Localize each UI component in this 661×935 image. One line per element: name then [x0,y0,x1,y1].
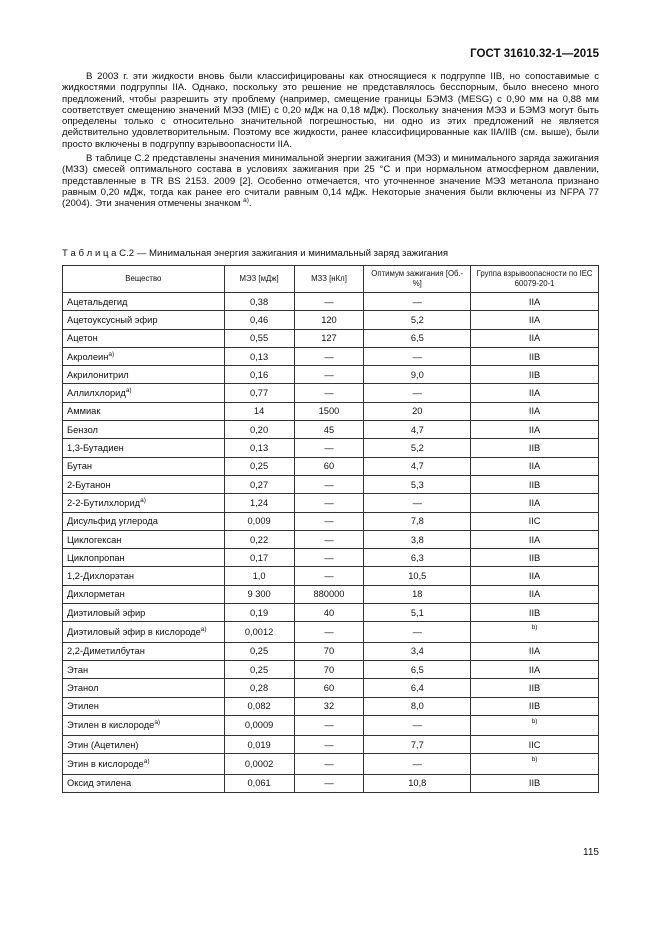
cell-mie: 0,46 [224,311,294,329]
cell-mzz: 70 [294,660,364,678]
substance-name: Этилен [67,701,99,712]
cell-optimum: — [364,347,471,365]
cell-optimum: 3,4 [364,642,471,660]
cell-mzz: 60 [294,679,364,697]
cell-substance [63,329,225,347]
cell-substance [63,660,225,678]
cell-mie: 0,061 [224,774,294,792]
footnote-mark: а) [125,387,132,395]
cell-optimum: 3,8 [364,530,471,548]
substance-name: 1,2-Дихлорэтан [67,571,135,582]
cell-mzz: 880000 [294,585,364,603]
cell-mie: 0,0012 [224,622,294,642]
cell-group: IIA [471,421,599,439]
header-mzz: МЗЗ [нКл] [294,266,364,293]
substance-name: Бутан [67,461,93,472]
table-row [63,457,599,475]
table-row [63,329,599,347]
cell-group: IIB [471,439,599,457]
cell-optimum: 10,5 [364,567,471,585]
cell-mie: 0,20 [224,421,294,439]
header-group: Группа взрывоопасности по IEC 60079-20-1 [471,266,599,293]
substance-name: Дихлорметан [67,589,125,600]
table-row [63,366,599,384]
table-row [63,549,599,567]
substance-name: Аллилхлорид [67,388,126,399]
cell-mie: 0,0009 [224,715,294,735]
cell-group: IIA [471,384,599,402]
substance-name: Циклопропан [67,552,125,563]
cell-substance [63,549,225,567]
cell-optimum: 8,0 [364,697,471,715]
cell-optimum: 6,5 [364,329,471,347]
table-row [63,642,599,660]
substance-name: 2-Бутанон [67,479,111,490]
cell-mzz: — [294,494,364,512]
body-text [62,71,599,213]
cell-group: IIA [471,457,599,475]
cell-mzz: — [294,347,364,365]
cell-mie: 0,009 [224,512,294,530]
cell-group: b) [471,622,599,642]
cell-substance [63,697,225,715]
substance-name: Этан [67,664,89,675]
cell-optimum: — [364,293,471,311]
cell-mzz: 127 [294,329,364,347]
cell-substance [63,311,225,329]
document-header: ГОСТ 31610.32-1—2015 [470,48,599,60]
cell-group: b) [471,715,599,735]
cell-substance [63,530,225,548]
cell-group: IIC [471,736,599,754]
cell-optimum: 7,8 [364,512,471,530]
cell-mie: 0,25 [224,660,294,678]
cell-mzz: — [294,512,364,530]
substance-name: Акрилонитрил [67,369,129,380]
cell-mie: 0,38 [224,293,294,311]
table-row [63,402,599,420]
table-row [63,530,599,548]
cell-group: IIA [471,530,599,548]
cell-mie: 0,25 [224,457,294,475]
cell-group: IIB [471,347,599,365]
table-row [63,585,599,603]
cell-substance [63,679,225,697]
cell-optimum: 6,4 [364,679,471,697]
cell-optimum: — [364,715,471,735]
cell-mie: 0,22 [224,530,294,548]
cell-group: IIA [471,293,599,311]
table-row [63,384,599,402]
table-row [63,679,599,697]
table-row [63,622,599,642]
cell-mie: 1,0 [224,567,294,585]
cell-group: IIB [471,366,599,384]
footnote-mark: а) [108,350,115,358]
cell-mzz: — [294,715,364,735]
cell-group: IIA [471,329,599,347]
cell-substance [63,512,225,530]
cell-mzz: — [294,549,364,567]
cell-optimum: 20 [364,402,471,420]
cell-substance [63,421,225,439]
footnote-mark: а) [140,496,146,504]
cell-mzz: — [294,736,364,754]
substance-name: Диэтиловый эфир в кислороде [67,626,201,637]
substance-name: Циклогексан [67,534,122,545]
cell-mzz: 32 [294,697,364,715]
table-row [63,754,599,774]
cell-substance [63,384,225,402]
table-caption: Т а б л и ц а С.2 — Минимальная энергия зажигания и минимальный заряд зажигания [62,248,449,259]
substance-name: Оксид этилена [67,778,132,789]
cell-group: IIA [471,311,599,329]
table-row [63,293,599,311]
cell-mie: 0,27 [224,475,294,493]
cell-optimum: 5,3 [364,475,471,493]
cell-mie: 0,019 [224,736,294,754]
cell-mzz: 60 [294,457,364,475]
substance-name: 2,2-Диметилбутан [67,646,145,657]
cell-optimum: 5,1 [364,604,471,622]
cell-substance [63,457,225,475]
cell-mzz: — [294,384,364,402]
cell-mzz: 40 [294,604,364,622]
page-number: 115 [583,847,599,858]
cell-mie: 0,082 [224,697,294,715]
table-row [63,311,599,329]
cell-optimum: 6,5 [364,660,471,678]
cell-group: IIB [471,475,599,493]
cell-group: IIA [471,567,599,585]
paragraph-2: В таблице С.2 представлены значения минимальной энергии зажигания (МЭЗ) и минимального заряда зажигания (МЗЗ) смесей оптимального состава в условиях зажигания при 25 °С и при нормальном атмосферном давлении, представленные в TR BS 2153. 2009 [2]. Особенно отмечается, что уточненное значение МЭЗ метанола признано равным 0,20 мДж, тогда как ранее его считали равным 0,14 мДж. Некоторые значения были включены из NFPA 77 (2004). Эти значения отмечены значком $^{а)}$. [62,153,599,210]
cell-group: IIB [471,697,599,715]
table-row [63,774,599,792]
table-row [63,475,599,493]
footnote-mark: а) [243,197,249,205]
table-row [63,494,599,512]
cell-mzz: 1500 [294,402,364,420]
cell-substance [63,622,225,642]
cell-optimum: 5,2 [364,311,471,329]
cell-substance [63,347,225,365]
substance-name: Ацетоуксусный эфир [67,314,158,325]
cell-optimum: 9,0 [364,366,471,384]
cell-mie: 9 300 [224,585,294,603]
footnote-mark: а) [154,719,161,727]
cell-mzz: — [294,567,364,585]
substance-name: Этин (Ацетилен) [67,739,139,750]
table-row [63,697,599,715]
cell-optimum: — [364,754,471,774]
cell-mie: 0,0002 [224,754,294,774]
cell-substance [63,585,225,603]
cell-mzz: — [294,530,364,548]
cell-substance [63,715,225,735]
substance-name: Бензол [67,424,98,435]
cell-mie: 0,16 [224,366,294,384]
cell-optimum: — [364,384,471,402]
cell-optimum: — [364,622,471,642]
data-table [62,265,599,793]
cell-group: IIA [471,660,599,678]
cell-mzz: 70 [294,642,364,660]
cell-group: IIA [471,585,599,603]
cell-mie: 1,24 [224,494,294,512]
cell-mie: 0,25 [224,642,294,660]
table-row [63,421,599,439]
cell-mie: 0,17 [224,549,294,567]
cell-substance [63,642,225,660]
cell-substance [63,494,225,512]
header-mie: МЭЗ [мДж] [224,266,294,293]
cell-substance [63,475,225,493]
substance-name: Аммиак [67,406,101,417]
footnote-mark: а) [143,757,150,765]
cell-group: IIA [471,642,599,660]
cell-substance [63,567,225,585]
substance-name: Дисульфид углерода [67,516,158,527]
cell-mzz: — [294,366,364,384]
table-row [63,660,599,678]
cell-mzz: 45 [294,421,364,439]
cell-mzz: — [294,774,364,792]
cell-group: IIC [471,512,599,530]
cell-mie: 0,28 [224,679,294,697]
cell-optimum: 10,8 [364,774,471,792]
paragraph-2-text: В таблице С.2 представлены значения минимальной энергии зажигания (МЭЗ) и минимального заряда зажигания (МЗЗ) смесей оптимального состава в условиях зажигания при 25 °С и при нормальном атмосферном давлении, представленные в TR BS 2153. 2009 [2]. Особенно отмечается, что уточненное значение МЭЗ метанола признано равным 0,20 мДж, тогда как ранее его считали равным 0,14 мДж. Некоторые значения были включены из NFPA 77 (2004). Эти значения отмечены значком [62,153,599,210]
cell-substance [63,402,225,420]
cell-group: b) [471,754,599,774]
substance-name: Этилен в кислороде [67,720,155,731]
table-row [63,567,599,585]
cell-group: IIB [471,604,599,622]
cell-mie: 0,19 [224,604,294,622]
cell-mzz: 120 [294,311,364,329]
substance-name: Этанол [67,682,99,693]
cell-mzz: — [294,622,364,642]
cell-mzz: — [294,293,364,311]
table-row [63,347,599,365]
paragraph-1: В 2003 г. эти жидкости вновь были классифицированы как относящиеся к подгруппе IIB, но сопоставимые с жидкостями подгруппы IIA. Однако, поскольку это решение не представлялось бесспорным, было внесено много предложений, чтобы разрешить эту проблему (например, смещение границы БЭМЗ (MESG) с 0,90 мм на 0,88 мм соответствует смещению значений МЭЗ (MIE) с 0,20 мДж на 0,18 мДж). Поскольку значения МЭЗ и БЭМЗ могут быть определены только с относительно значительной погрешностью, ни одно из этих предложений не является действительно удовлетворительным. Поэтому все жидкости, ранее классифицированные как IIA/IIB (см. выше), были просто включены в подгруппу взрывоопасности IIA. [62,71,599,150]
cell-group: IIA [471,402,599,420]
table-header-row [63,266,599,293]
cell-group: IIA [471,494,599,512]
cell-substance [63,293,225,311]
cell-mie: 0,77 [224,384,294,402]
cell-substance [63,774,225,792]
cell-substance [63,736,225,754]
substance-name: Диэтиловый эфир [67,607,146,618]
cell-mie: 0,13 [224,439,294,457]
substance-name: Акролеин [67,351,109,362]
cell-group: IIB [471,774,599,792]
table-row [63,439,599,457]
cell-substance [63,754,225,774]
cell-mzz: — [294,475,364,493]
cell-mie: 14 [224,402,294,420]
cell-group: IIB [471,549,599,567]
cell-optimum: 7,7 [364,736,471,754]
cell-substance [63,439,225,457]
cell-group: IIB [471,679,599,697]
table-row [63,715,599,735]
header-substance: Вещество [63,266,225,293]
substance-name: Этин в кислороде [67,759,144,770]
cell-mzz: — [294,439,364,457]
substance-name: 1,3-Бутадиен [67,443,124,454]
cell-optimum: 5,2 [364,439,471,457]
cell-mie: 0,13 [224,347,294,365]
cell-optimum: 18 [364,585,471,603]
cell-mzz: — [294,754,364,774]
cell-optimum: 4,7 [364,457,471,475]
substance-name: Ацетон [67,333,98,344]
table-row [63,604,599,622]
cell-substance [63,366,225,384]
cell-optimum: 6,3 [364,549,471,567]
table-row [63,512,599,530]
cell-optimum: — [364,494,471,512]
cell-substance [63,604,225,622]
cell-optimum: 4,7 [364,421,471,439]
table-row [63,736,599,754]
cell-mie: 0,55 [224,329,294,347]
substance-name: 2-2-Бутилхлорид [67,497,141,508]
substance-name: Ацетальдегид [67,296,128,307]
footnote-mark: а) [200,625,207,633]
header-optimum: Оптимум зажигания [Об.-%] [364,266,471,293]
